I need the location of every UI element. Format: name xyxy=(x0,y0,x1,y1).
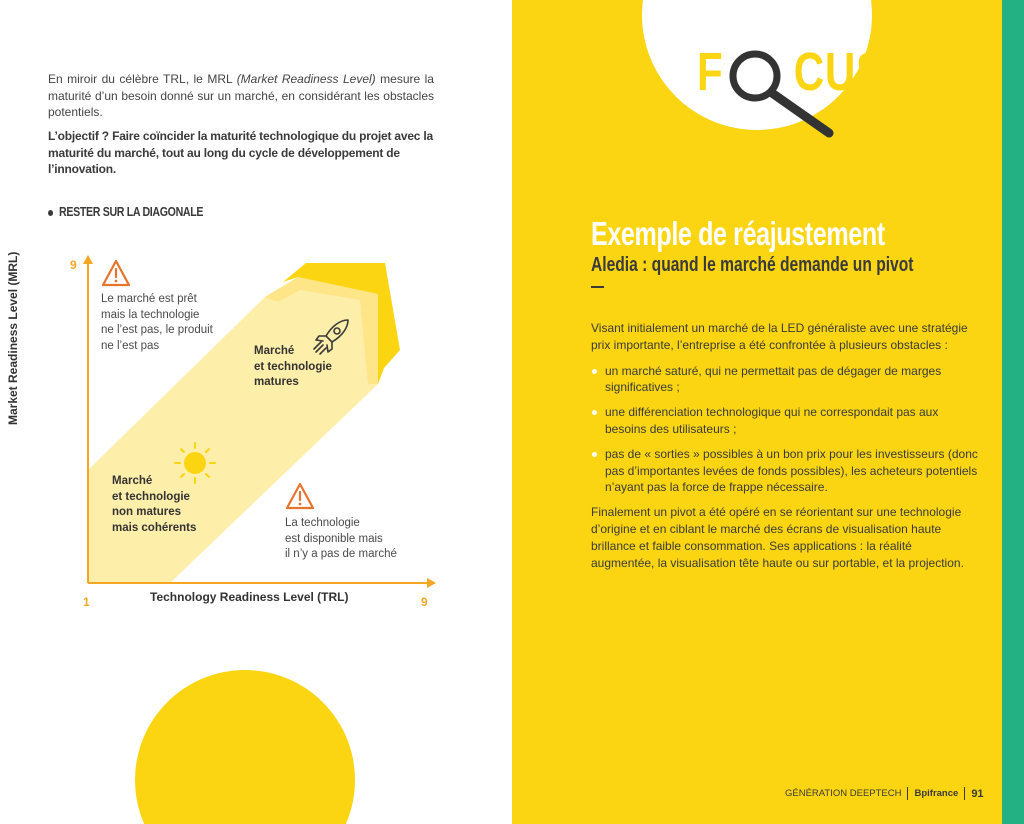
obstacle-list xyxy=(591,363,978,497)
footer-separator xyxy=(964,787,965,800)
footer-publication: GÉNÉRATION DEEPTECH xyxy=(785,788,902,799)
label-line: et technologie xyxy=(254,360,332,373)
tech-ready-note xyxy=(285,516,397,563)
warning-icon xyxy=(287,484,313,508)
x-axis-arrowhead xyxy=(427,578,436,588)
note-line: il n’y a pas de marché xyxy=(285,548,397,560)
list-item: une différenciation technologique qui ne correspondait pas aux besoins des utilisateurs ; xyxy=(591,404,978,438)
label-line: mais cohérents xyxy=(112,521,197,534)
list-item: un marché saturé, qui ne permettait pas de dégager de marges significatives ; xyxy=(591,363,978,397)
y-axis-max: 9 xyxy=(70,258,77,272)
list-item: pas de « sorties » possibles à un bon prix pour les investisseurs (donc pas d’importantes levées de fonds possibles), les acheteurs potentiels n’ayant pas la force de frappe nécessaire. xyxy=(591,446,978,496)
x-axis-label: Technology Readiness Level (TRL) xyxy=(150,590,349,604)
market-ready-note xyxy=(101,292,213,354)
label-line: non matures xyxy=(112,506,182,518)
note-line: Le marché est prêt xyxy=(101,293,197,305)
footer-brand: Bpifrance xyxy=(914,788,959,799)
intro-text-part-2: mesure la maturité d’un besoin donné sur un marché, en considérant les obstacles potentiels. xyxy=(48,72,434,119)
x-axis-max: 9 xyxy=(421,595,428,609)
focus-letter-f: F xyxy=(697,42,724,102)
intro-text-part-1: En miroir du célèbre TRL, le MRL xyxy=(48,72,237,86)
y-axis-arrowhead xyxy=(83,255,93,264)
focus-letters-cus: CUS xyxy=(793,42,885,102)
note-line: ne l’est pas xyxy=(101,339,160,352)
green-edge-strip xyxy=(1002,0,1024,824)
x-axis-min: 1 xyxy=(83,595,90,609)
page-footer xyxy=(785,787,984,800)
note-line: ne l’est pas, le produit xyxy=(101,324,213,336)
label-line: et technologie xyxy=(112,490,190,503)
decorative-circle xyxy=(135,670,355,824)
label-line: matures xyxy=(254,376,299,388)
intro-text-italic: (Market Readiness Level) xyxy=(236,72,376,86)
note-line: La technologie xyxy=(285,517,360,529)
warning-icon xyxy=(103,261,129,285)
readiness-diagram xyxy=(0,0,512,640)
section-heading-text: RESTER SUR LA DIAGONALE xyxy=(59,205,204,219)
note-line: est disponible mais xyxy=(285,532,383,545)
example-conclusion: Finalement un pivot a été opéré en se réorientant sur une technologie d’origine et en ciblant le marché des écrans de visualisation haute brillance et faible consommation. Ses applications : la réalité augmentée, la visualisation tête haute ou sur portable, et la projection. xyxy=(591,505,964,570)
right-page xyxy=(512,0,1002,824)
footer-separator xyxy=(907,787,908,800)
note-line: mais la technologie xyxy=(101,308,200,321)
example-body xyxy=(591,320,978,580)
non-mature-label xyxy=(112,474,196,536)
label-line: Marché xyxy=(254,345,295,357)
y-axis-label: Market Readiness Level (MRL) xyxy=(6,251,20,425)
example-title: Exemple de réajustement xyxy=(591,215,885,252)
example-subtitle: Aledia : quand le marché demande un pivot xyxy=(591,254,914,276)
label-line: Marché xyxy=(112,475,153,487)
page-number: 91 xyxy=(971,787,984,800)
objective-paragraph: L’objectif ? Faire coïncider la maturité technologique du projet avec la maturité du marché, tout au long du cycle de développement de l’innovation. xyxy=(48,129,434,176)
magnifier-icon xyxy=(719,38,834,143)
title-dash xyxy=(591,286,604,288)
mature-label xyxy=(254,344,332,391)
example-intro: Visant initialement un marché de la LED généraliste avec une stratégie prix importante, l’entreprise a été confrontée à plusieurs obstacles : xyxy=(591,321,968,352)
